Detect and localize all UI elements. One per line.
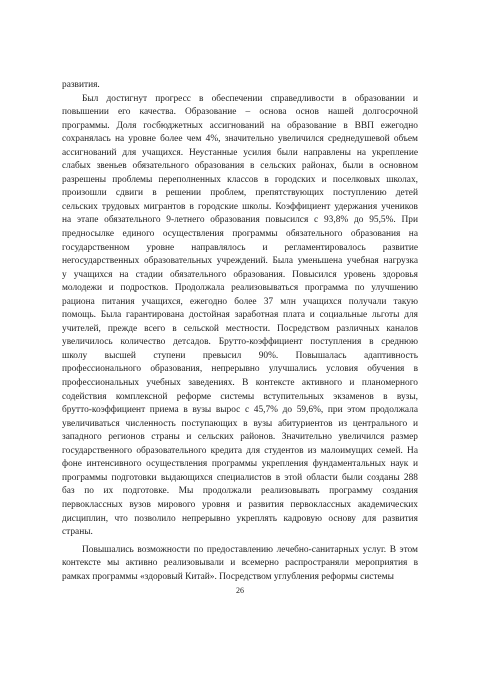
text-line: государственного образовательного кредита для студентов из малоимущих семей. На [62,445,418,456]
text-line: помощь. Была гарантирована достойная заработная плата и социальные льготы для [62,310,418,321]
page-number: 26 [236,586,244,595]
text-line: у учащихся на стадии обязательного образования. Повысился уровень здоровья [62,269,418,280]
text-line: предносылке единого осуществления программы обязательного образования на [62,229,418,240]
text-line: государственном уровне направлялось и регламентировалось развитие [62,242,418,253]
text-line: рамках программы «здоровый Китай». Посредством углубления реформы системы [62,571,394,582]
text-line: сельских трудовых мигрантов в городские школы. Коэффициент удержания учеников [62,201,418,212]
text-line: Был достигнут прогресс в обеспечении справедливости в образовании и [82,93,418,104]
text-line: учителей, прежде всего в сельской местности. Посредством различных каналов [62,323,418,334]
text-line: контексте мы активно реализовывали и всемерно распространяли мероприятия в [62,558,418,569]
text-line: баз по их подготовке. Мы продолжали реализовывать программу создания [62,486,418,497]
text-line: программы. Доля госбюджетных ассигнований на образование в ВВП ежегодно [62,120,418,131]
text-line: увеличилось количество детсадов. Брутто-коэффициент поступления в среднюю [62,337,418,348]
paragraph [62,79,418,93]
text-line: негосударственных образовательных учреждений. Была уменьшена учебная нагрузка [62,256,418,267]
text-line: дисциплин, что позволило непрерывно укреплять кадровую основу для развития [62,513,418,524]
text-line: профессиональных учебных заведениях. В контексте активного и планомерного [62,378,418,389]
body-text [62,79,418,584]
text-line: фоне интенсивного осуществления программы укрепления фундаментальных наук и [62,459,418,470]
text-line: профессионального образования, непрерывно улучшались условия обучения в [62,364,418,375]
text-line: брутто-коэффициент приема в вузы вырос с 45,7% до 59,6%, при этом продолжала [62,405,418,416]
text-line: произошли сдвиги в решении проблем, препятствующих поступлению детей [62,188,418,199]
text-line: разрешены проблемы переполненных классов в городских и поселковых школах, [62,174,418,185]
text-line: западного регионов страны и сельских районов. Значительно увеличился размер [62,432,418,443]
text-line: ассигнований для учащихся. Неустанные усилия были направлены на укрепление [62,147,418,158]
text-line: повышении его качества. Образование – основа основ нашей долгосрочной [62,107,418,118]
text-line: содействия комплексной реформе системы вступительных экзаменов в вузы, [62,391,418,402]
text-line: программы подготовки выдающихся специалистов в этой области были созданы 288 [62,472,418,483]
text-line: рациона питания учащихся, ежегодно более 37 млн учащихся получали такую [62,296,418,307]
text-line: на этапе обязательного 9-летнего образования повысился с 93,8% до 95,5%. При [62,215,418,226]
text-line: развития. [62,80,100,90]
text-line: школу высшей ступени превысил 90%. Повышалась адаптивность [62,350,418,361]
text-line: увеличиваться численность поступающих в вузы абитуриентов из центрального и [62,418,418,429]
paragraph [62,93,418,540]
text-line: Повышались возможности по предоставлению лечебно-санитарных услуг. В этом [82,544,418,555]
text-line: страны. [62,527,93,538]
paragraph [62,544,418,585]
text-line: первоклассных вузов мирового уровня и развития первоклассных академических [62,499,418,510]
text-line: слабых звеньев обязательного образования в сельских районах, были в основном [62,161,418,172]
text-line: молодежи и подростков. Продолжала реализовываться программа по улучшению [62,283,418,294]
text-line: сохранялась на уровне более чем 4%, значительно увеличился среднедушевой объем [62,134,418,145]
